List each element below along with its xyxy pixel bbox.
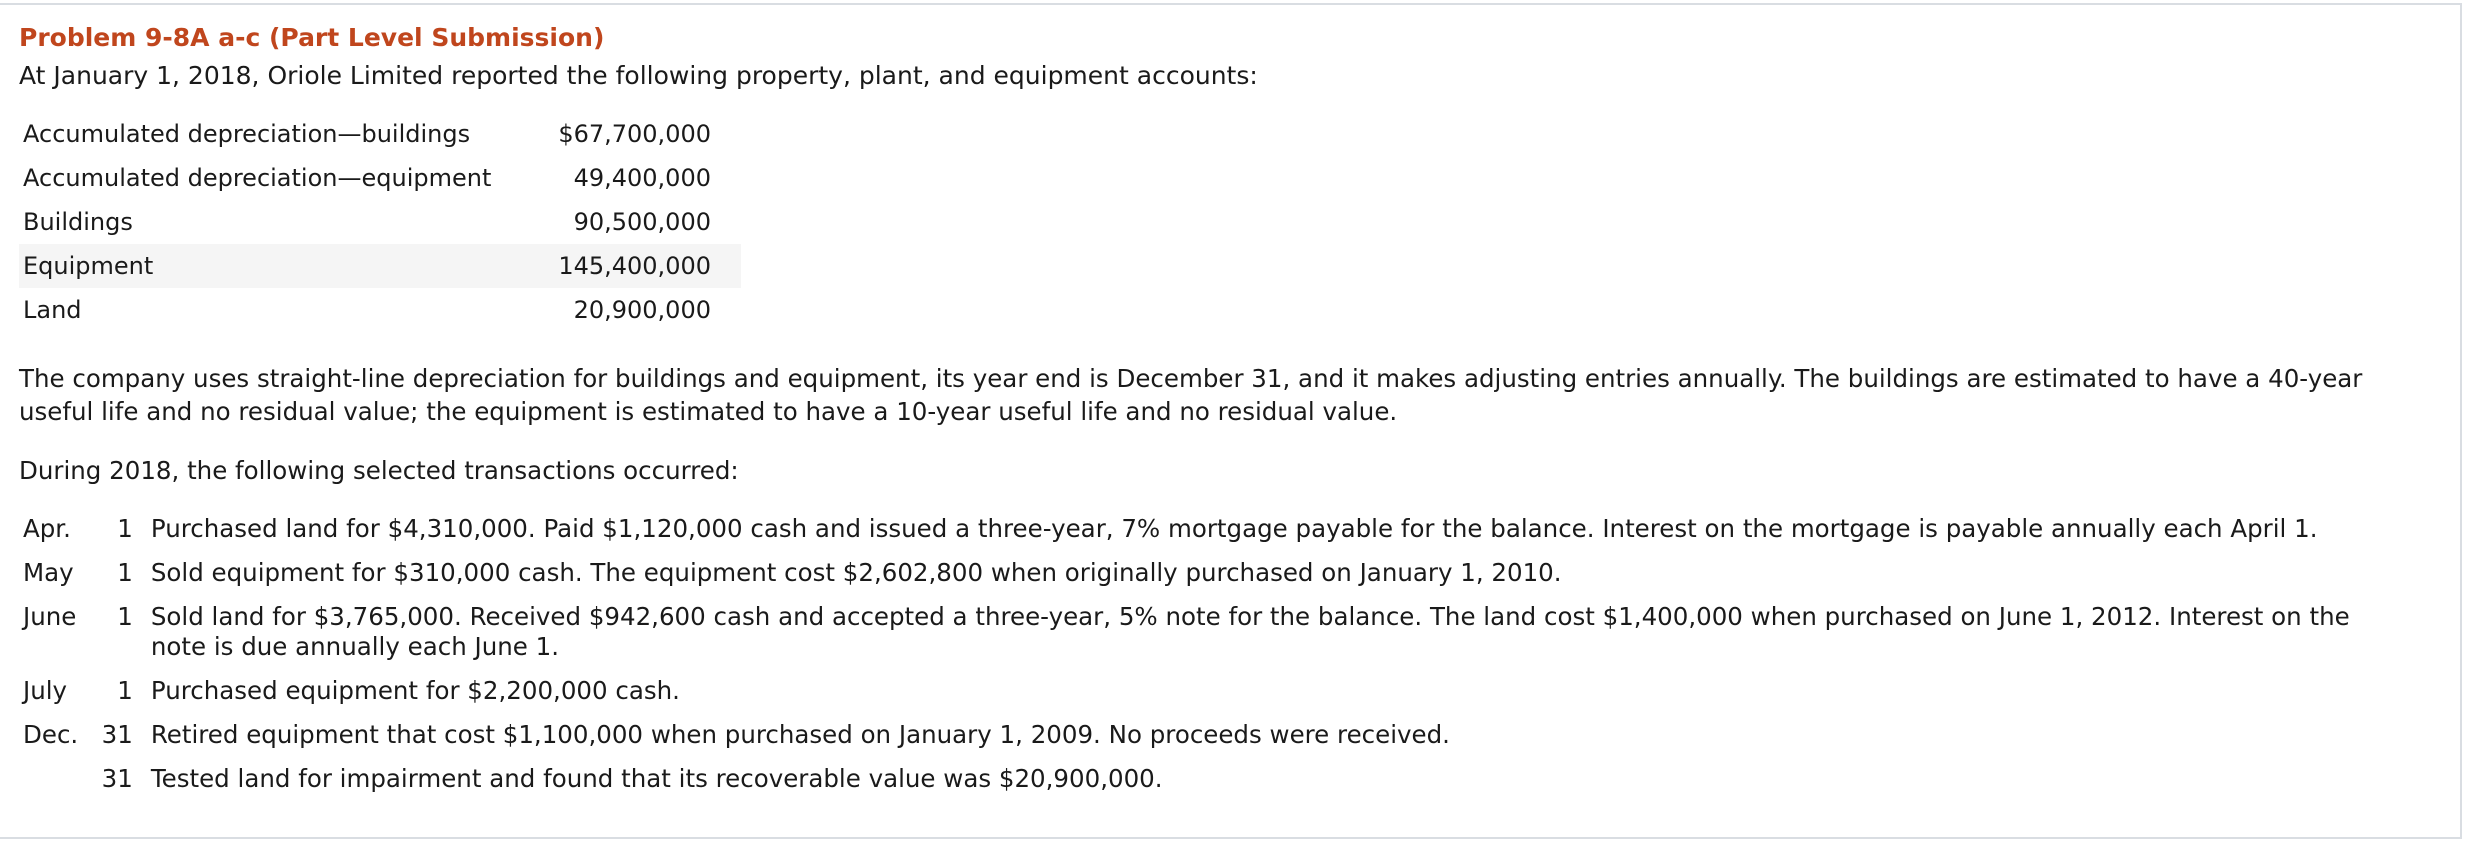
problem-intro: At January 1, 2018, Oriole Limited reported the following property, plant, and equipment accounts:: [19, 61, 1258, 90]
transaction-description: Purchased land for $4,310,000. Paid $1,120,000 cash and issued a three-year, 7% mortgage payable for the balance. Interest on the mortgage is payable annually each April 1.: [150, 514, 2318, 543]
account-amount: 20,900,000: [573, 296, 711, 324]
account-amount: 145,400,000: [529, 244, 741, 288]
problem-content: [19, 20, 2439, 801]
transaction-month: June: [23, 602, 77, 631]
transaction-day: 31: [101, 764, 133, 793]
transaction-description: Sold equipment for $310,000 cash. The equipment cost $2,602,800 when originally purchased on January 1, 2010.: [150, 558, 1562, 587]
transaction-row: [19, 713, 2439, 757]
transaction-row: [19, 669, 2439, 713]
account-amount: 49,400,000: [573, 164, 711, 192]
transaction-row: [19, 507, 2439, 551]
transaction-month: May: [23, 558, 74, 587]
transaction-month: Dec.: [23, 720, 79, 749]
account-name: Accumulated depreciation—buildings: [23, 120, 471, 148]
transaction-month: [19, 757, 89, 801]
account-amount: 90,500,000: [573, 208, 711, 236]
account-row: [19, 156, 741, 200]
transaction-day: 1: [117, 558, 133, 587]
account-name: Land: [23, 296, 82, 324]
account-row: [19, 200, 741, 244]
transaction-day: 1: [117, 676, 133, 705]
account-name: Equipment: [19, 244, 529, 288]
transaction-description: Purchased equipment for $2,200,000 cash.: [150, 676, 680, 705]
account-row: [19, 112, 741, 156]
transaction-row: [19, 595, 2439, 669]
transaction-day: 1: [117, 602, 133, 631]
transaction-description: Sold land for $3,765,000. Received $942,600 cash and accepted a three-year, 5% note for the balance. The land cost $1,400,000 when purchased on June 1, 2012. Interest on the note is due annually each June 1.: [150, 602, 2350, 661]
transaction-month: July: [23, 676, 68, 705]
account-name: Buildings: [23, 208, 133, 236]
transaction-day: 1: [117, 514, 133, 543]
accounts-table: [19, 112, 741, 332]
transaction-day: 31: [101, 720, 133, 749]
transaction-row: [19, 757, 2439, 801]
problem-title: Problem 9-8A a-c (Part Level Submission): [19, 23, 605, 52]
account-name: Accumulated depreciation—equipment: [23, 164, 492, 192]
transaction-month: Apr.: [23, 514, 71, 543]
account-row: [19, 288, 741, 332]
transactions-intro-text: During 2018, the following selected transactions occurred:: [19, 456, 739, 485]
transaction-description: Retired equipment that cost $1,100,000 when purchased on January 1, 2009. No proceeds were received.: [150, 720, 1450, 749]
transactions-table: [19, 507, 2439, 801]
account-amount: $67,700,000: [558, 120, 711, 148]
transaction-row: [19, 551, 2439, 595]
transaction-description: Tested land for impairment and found that its recoverable value was $20,900,000.: [150, 764, 1163, 793]
depreciation-policy-text: The company uses straight-line depreciation for buildings and equipment, its year end is December 31, and it makes adjusting entries annually. The buildings are estimated to have a 40-year useful life and no residual value; the equipment is estimated to have a 10-year useful life and no residual value.: [19, 364, 2363, 426]
account-row: [19, 244, 741, 288]
